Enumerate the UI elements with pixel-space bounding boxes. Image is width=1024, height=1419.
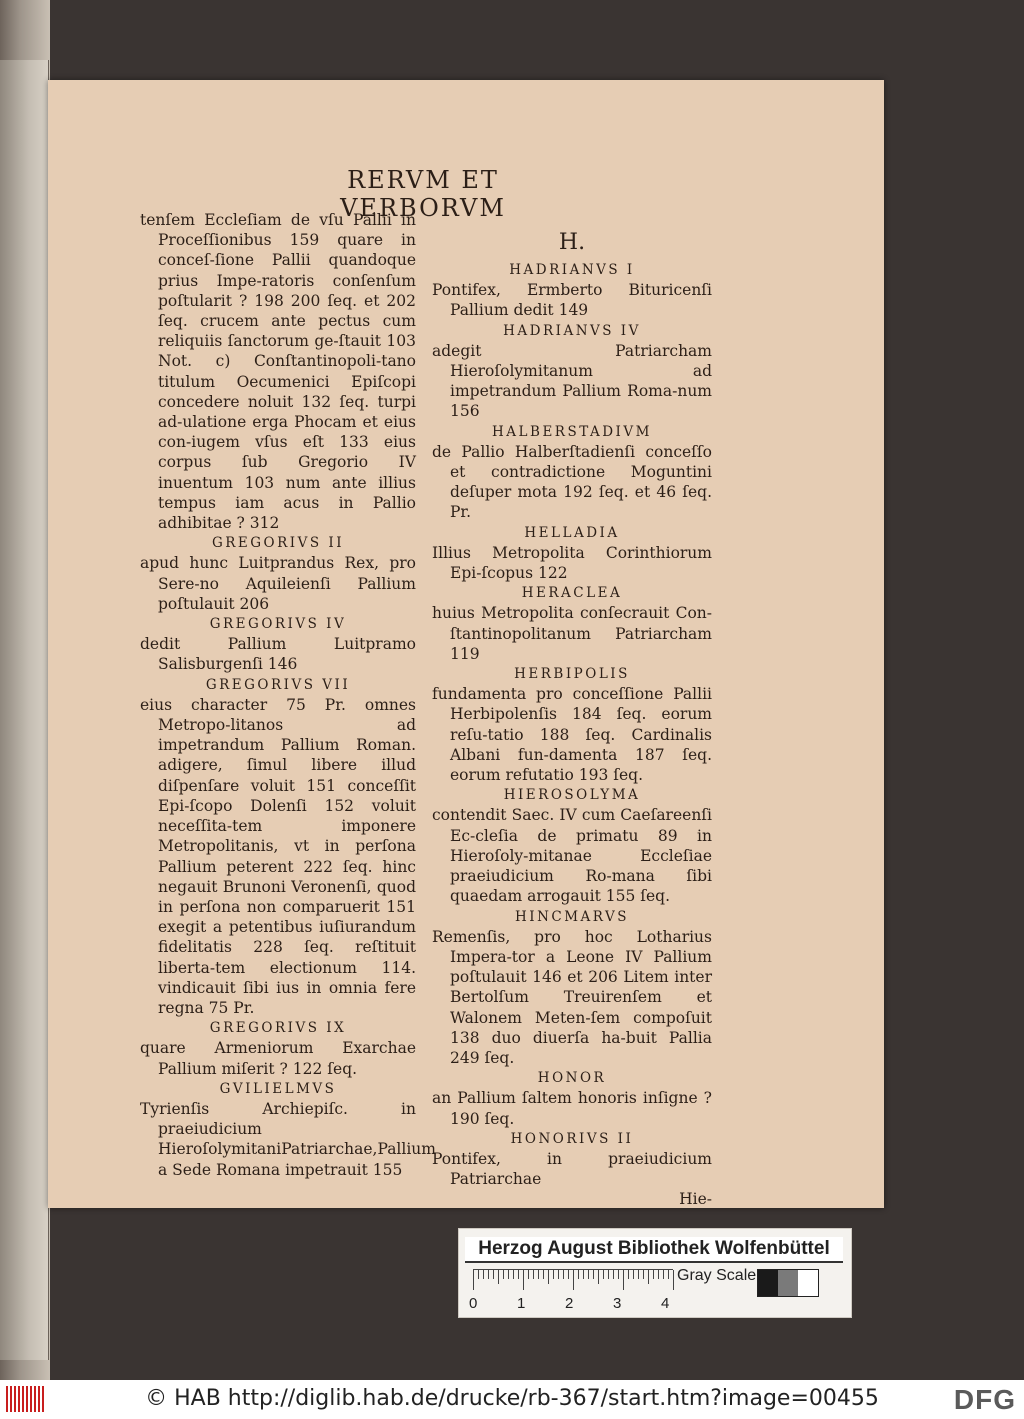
index-entry: an Pallium ſaltem honoris inſigne ? 190 ſeq. [432, 1089, 712, 1128]
ruler-tick [608, 1270, 609, 1279]
ruler-tick [483, 1270, 484, 1279]
ruler-tick [493, 1270, 494, 1279]
ruler-tick [578, 1270, 579, 1279]
ruler-tick [528, 1270, 529, 1279]
ruler-number: 2 [565, 1295, 574, 1312]
ruler-tick [503, 1270, 504, 1279]
index-column-right [432, 228, 712, 1210]
ruler-tick [613, 1270, 614, 1279]
ruler-tick [548, 1270, 549, 1284]
index-entry: contendit Saec. IV cum Caeſareenſi Ec-cleſia de primatu 89 in Hieroſoly-mitanae Eccleſiae praeiudicium Ro-mana ſibi quaedam arrogauit 155 ſeq. [432, 806, 712, 906]
index-entry: quare Armeniorum Exarchae Pallium miſerit ? 122 ſeq. [140, 1039, 416, 1078]
running-header: RERVM ET VERBORVM [340, 166, 506, 222]
gray-scale-swatch [757, 1269, 819, 1297]
ruler-tick [563, 1270, 564, 1279]
index-entry: adegit Patriarcham Hieroſolymitanum ad impetrandum Pallium Roma-num 156 [432, 341, 712, 421]
index-entry: Remenſis, pro hoc Lotharius Impera-tor a Leone IV Pallium poſtulauit 146 et 206 Litem inter Bertolſum Treuirenſem et Walonem Meten-ſem compoſuit 138 duo diuerſa ha-buit Pallia 249 ſeq. [432, 927, 712, 1067]
index-entry: Pontifex, in praeiudicium Patriarchae [432, 1149, 712, 1189]
headword: GREGORIVS IV [209, 616, 347, 633]
ruler-tick [658, 1270, 659, 1279]
ruler-tick [583, 1270, 584, 1279]
headword: GREGORIVS VII [205, 676, 351, 693]
index-entry: Tyrienſis Archiepiſc. in praeiudicium HieroſolymitaniPatriarchae,Pallium a Sede Romana impetrauit 155 [140, 1099, 436, 1179]
ruler-tick [498, 1270, 499, 1284]
headword: GVILIELMVS [219, 1080, 337, 1097]
ruler-tick [478, 1270, 479, 1279]
ruler-number: 4 [661, 1295, 670, 1312]
index-entry: dedit Pallium Luitpramo Salisburgenſi 146 [140, 635, 416, 674]
ruler-tick [538, 1270, 539, 1279]
index-column-left [140, 210, 436, 1180]
headword: GREGORIVS II [211, 535, 345, 552]
ruler-tick [513, 1270, 514, 1279]
ruler-number: 1 [517, 1295, 526, 1312]
headword: HINCMARVS [514, 908, 629, 925]
ruler-tick [618, 1270, 619, 1279]
ruler-tick [638, 1270, 639, 1279]
index-entry: apud hunc Luitprandus Rex, pro Sere-no Aquileienſi Pallium poſtulauit 206 [140, 554, 416, 613]
ruler-tick [588, 1270, 589, 1279]
catchword: Hie- [679, 1190, 712, 1209]
ruler-tick [598, 1270, 599, 1284]
ruler-tick [648, 1270, 649, 1284]
ruler-tick [603, 1270, 604, 1279]
viewer-footer [0, 1380, 1024, 1419]
ruler-tick [568, 1270, 569, 1279]
ruler-number: 3 [613, 1295, 622, 1312]
ruler-tick [533, 1270, 534, 1279]
index-entry: fundamenta pro conceſſione Pallii Herbipolenſis 184 ſeq. eorum reſu-tatio 188 ſeq. Cardinalis Albani fun-damenta 187 ſeq. eorum refutatio 193 ſeq. [432, 685, 712, 785]
section-letter: H. [558, 230, 586, 255]
ruler-tick [663, 1270, 664, 1279]
library-color-card [458, 1228, 852, 1318]
library-name: Herzog August Bibliothek Wolfenbüttel [465, 1237, 843, 1263]
ruler-tick [573, 1270, 574, 1290]
headword: HIEROSOLYMA [503, 787, 641, 804]
ruler-tick [473, 1270, 474, 1290]
ruler-tick [508, 1270, 509, 1279]
headword: HALBERSTADIVM [492, 423, 652, 440]
headword: HELLADIA [524, 524, 620, 541]
ruler-tick [488, 1270, 489, 1279]
gray-scale-label: Gray Scale [677, 1267, 757, 1284]
index-entry: huius Metropolita conſecrauit Con-ſtantinopolitanum Patriarcham 119 [432, 604, 712, 663]
ruler [473, 1269, 673, 1292]
ruler-tick [558, 1270, 559, 1279]
dfg-logo: DFG [953, 1384, 1016, 1415]
ruler-tick [518, 1270, 519, 1279]
ruler-tick [653, 1270, 654, 1279]
headword: HONORIVS II [510, 1130, 634, 1147]
index-entry: Illius Metropolita Corinthiorum Epi-ſcopus 122 [432, 543, 712, 583]
ruler-tick [543, 1270, 544, 1279]
previous-page-edge [0, 60, 49, 1360]
ruler-tick [623, 1270, 624, 1290]
ruler-tick [628, 1270, 629, 1279]
headword: HADRIANVS IV [503, 322, 641, 339]
index-entry: de Pallio Halberſtadienſi conceſſo et contradictione Moguntini deſuper mota 192 ſeq. et 46 ſeq. Pr. [432, 442, 712, 522]
index-entry: tenſem Eccleſiam de vſu Pallii in Proceſſionibus 159 quare in conceſ-ſione Pallii quandoque prius Impe-ratoris conſenſum poſtularit ? 198 200 ſeq. et 202 ſeq. crucem ante pectus cum reliquiis ſanctorum ge-ſtauit 103 Not. c) Conſtantinopoli-tano titulum Oecumenici Epiſcopi concedere noluit 132 ſeq. turpi ad-ulatione erga Phocam et eius con-iugem vſus eſt 133 eius corpus ſub Gregorio IV inuentum 103 num ante illius tempus iam acus in Pallio adhibitae ? 312 [140, 211, 416, 533]
headword: GREGORIVS IX [209, 1020, 347, 1037]
ruler-tick [633, 1270, 634, 1279]
ruler-tick [593, 1270, 594, 1279]
ruler-number: 0 [469, 1295, 478, 1312]
ruler-tick [553, 1270, 554, 1279]
index-entry: eius character 75 Pr. omnes Metropo-litanos ad impetrandum Pallium Roman. adigere, ſimul libere illud diſpenſare voluit 151 conceſſit Epi-ſcopo Dolenſi 152 voluit neceſſita-tem imponere Metropolitanis, vt in perſona Pallium peterent 222 ſeq. hinc negauit Brunoni Veronenſi, quod in perſona non comparuerit 151 exegit a petentibus iuſiurandum fidelitatis 228 ſeq. reſtituit liberta-tem electionum 114. vindicauit ſibi ius in omnia fere regna 75 Pr. [140, 695, 416, 1017]
ruler-tick [523, 1270, 524, 1290]
headword: HADRIANVS I [509, 262, 635, 278]
index-entry: Pontifex, Ermberto Bituricenſi Pallium dedit 149 [432, 281, 712, 320]
headword: HERACLEA [521, 585, 623, 602]
ruler-tick [643, 1270, 644, 1279]
headword: HERBIPOLIS [514, 666, 630, 683]
headword: HONOR [537, 1070, 607, 1087]
ruler-tick [673, 1270, 674, 1290]
ruler-tick [668, 1270, 669, 1279]
copyright-url[interactable]: © HAB http://diglib.hab.de/drucke/rb-367/start.htm?image=00455 [145, 1386, 879, 1411]
